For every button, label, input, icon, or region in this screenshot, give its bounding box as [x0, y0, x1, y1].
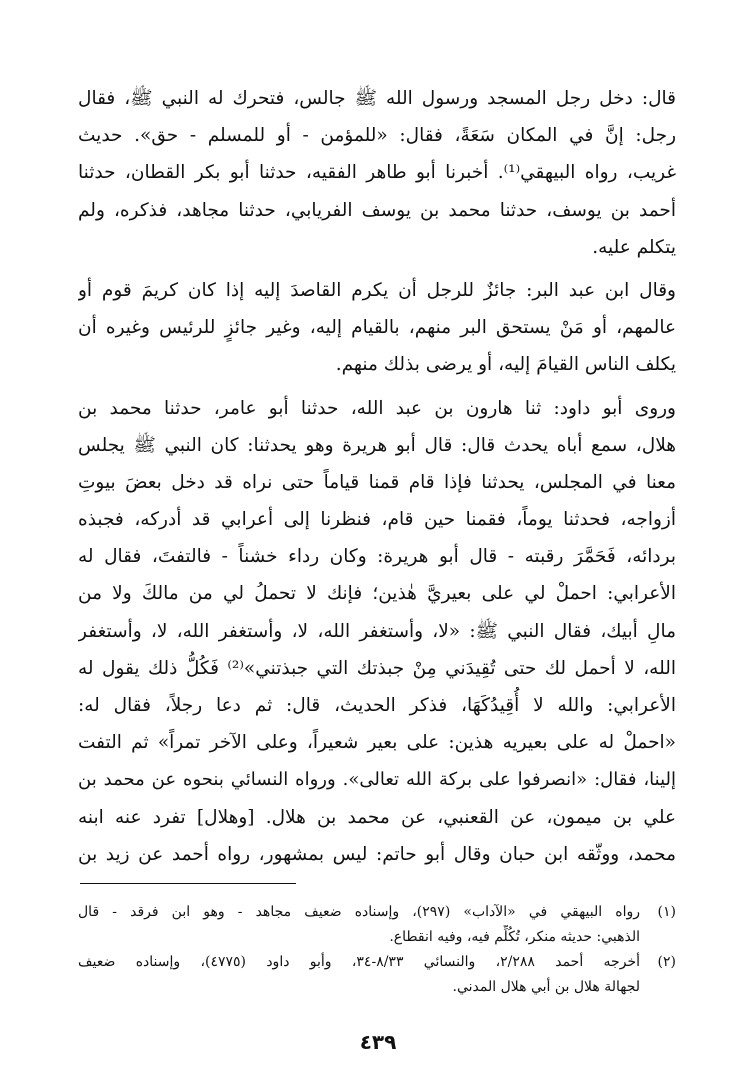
text-line: عالمهم، أو مَنْ يستحق البر منهم، بالقيام إليه، وغير جائزٍ للرئيس وغيره أن	[78, 317, 676, 339]
text-line: وروى أبو داود: ثنا هارون بن عبد الله، حدثنا أبو عامر، حدثنا محمد بن	[78, 397, 676, 419]
footnote-number: (١)	[657, 904, 676, 920]
text-line: غريب، رواه البيهقي⁽¹⁾. أخبرنا أبو طاهر الفقيه، حدثنا أبو بكر القطان، حدثنا	[78, 162, 676, 184]
footnote-line: لجهالة هلال بن أبي هلال المدني.	[452, 979, 640, 995]
text-line: الله، لا أحمل لك حتى تُقِيدَني مِنْ جبذتك التي جبذتني»⁽²⁾ فَكُلُّ ذلك يقول له	[78, 657, 676, 679]
main-text	[78, 80, 676, 873]
footnote-line: رواه البيهقي في «الآداب» (٢٩٧)، وإسناده ضعيف مجاهد - وهو ابن فرقد - قال	[78, 904, 640, 920]
footnote-line: الذهبي: حديثه منكر، تُكُلِّم فيه، وفيه انقطاع.	[389, 929, 640, 945]
text-line: يتكلم عليه.	[592, 236, 676, 258]
paragraph-2	[78, 272, 676, 384]
text-line: رجل: إنَّ في المكان سَعَةً، فقال: «للمؤمن - أو للمسلم - حق». حديث	[78, 125, 676, 147]
text-line: بردائه، فَحَمَّرَ رقبته - قال أبو هريرة: وكان رداء خشناً - فالتفتَ، فقال له	[78, 546, 676, 568]
footnote-line: أخرجه أحمد ٢/٢٨٨، والنسائي ٨/٣٣-٣٤، وأبو داود (٤٧٧٥)، وإسناده ضعيف	[78, 954, 640, 970]
text-line: أزواجه، فحدثنا يوماً، فقمنا حين قام، فنظرنا إلى أعرابي قد أدركه، فجبذه	[78, 509, 676, 531]
text-line: علي بن ميمون، عن القعنبي، عن محمد بن هلال. [وهلال] تفرد عنه ابنه	[78, 806, 676, 828]
text-line: هلال، سمع أباه يحدث قال: قال أبو هريرة وهو يحدثنا: كان النبي ﷺ يجلس	[78, 434, 676, 456]
text-line: «احملْ له على بعيريه هذين: على بعير شعيراً، وعلى الآخر تمراً» ثم التفت	[78, 732, 676, 754]
footnote-2	[78, 950, 676, 1000]
text-line: الأعرابي: والله لا أُقِيدُكَهَا، فذكر الحديث، قال: ثم دعا رجلاً، فقال له:	[78, 695, 676, 716]
text-line: محمد، ووثّقه ابن حبان وقال أبو حاتم: ليس بمشهور، رواه أحمد عن زيد بن	[78, 843, 676, 865]
text-line: الأعرابي: احملْ لي على بعيريَّ هٰذين؛ فإنك لا تحملُ لي من مالكَ ولا من	[78, 583, 676, 605]
text-line: إلينا، فقال: «انصرفوا على بركة الله تعالى». ورواه النسائي بنحوه عن محمد بن	[78, 769, 676, 791]
footnote-number: (٢)	[657, 954, 676, 970]
text-line: معنا في المجلس، يحدثنا فإذا قام قمنا قياماً حتى نراه قد دخل بعضَ بيوتِ	[78, 471, 676, 493]
footnote-1	[78, 900, 676, 950]
text-line: قال: دخل رجل المسجد ورسول الله ﷺ جالس، فتحرك له النبي ﷺ، فقال	[78, 88, 676, 109]
footnotes	[78, 900, 676, 1000]
text-line: أحمد بن يوسف، حدثنا محمد بن يوسف الفريابي، حدثنا مجاهد، فذكره، ولم	[78, 199, 676, 221]
text-line: يكلف الناس القيامَ إليه، أو يرضى بذلك منهم.	[335, 354, 676, 376]
text-line: وقال ابن عبد البر: جائزٌ للرجل أن يكرم القاصدَ إليه إذا كان كريمَ قوم أو	[78, 279, 676, 301]
paragraph-3	[78, 390, 676, 873]
footnote-separator	[80, 883, 296, 884]
page-number: ٤٣٩	[359, 1030, 397, 1054]
paragraph-1	[78, 80, 676, 266]
text-line: مالِ أبيك، فقال النبي ﷺ: «لا، وأستغفر الله، لا، وأستغفر الله، لا، وأستغفر	[78, 620, 676, 642]
